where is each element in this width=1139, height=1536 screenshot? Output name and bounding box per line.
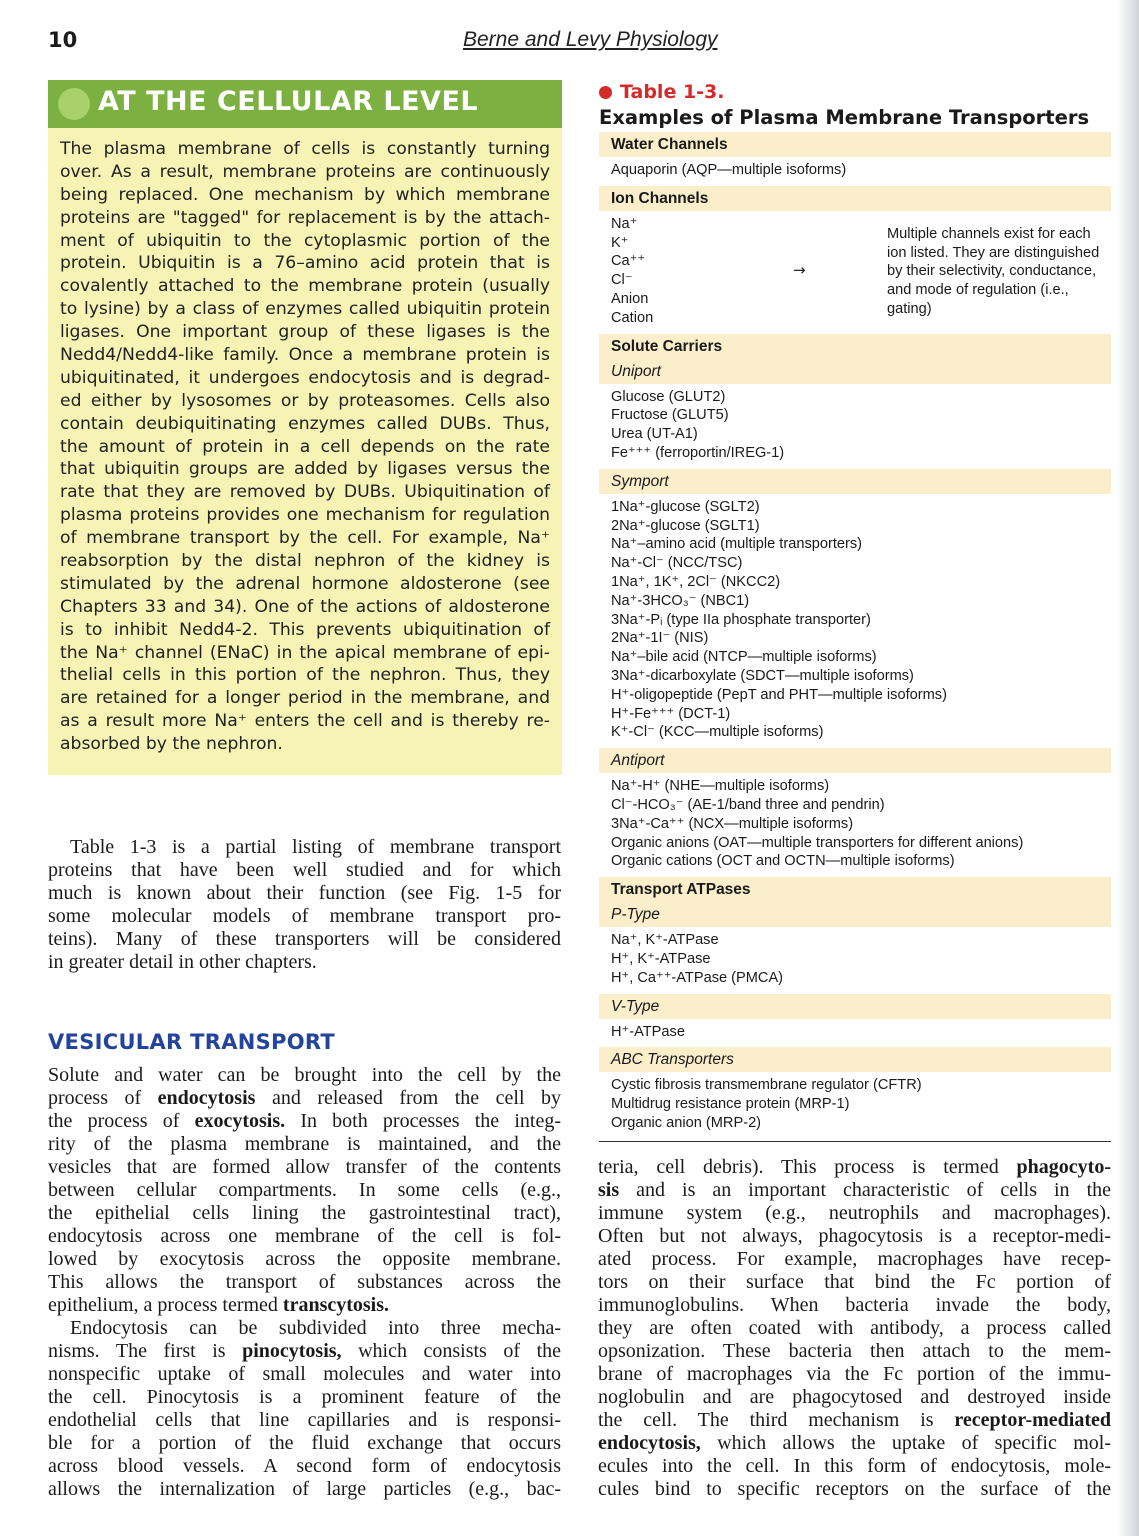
- text-line: being replaced. One mechanism by which membrane: [60, 184, 550, 205]
- text-line: tors on their surface that bind the Fc portion of: [598, 1271, 1111, 1293]
- text-line: they are often coated with antibody, a process called: [598, 1317, 1111, 1339]
- text-line: the Na⁺ channel (ENaC) in the apical membrane of epi-: [60, 642, 550, 663]
- page-edge-shadow: [1117, 0, 1139, 1536]
- text-line: allows the internalization of large particles (e.g., bac-: [48, 1478, 561, 1500]
- transporters-table: [599, 132, 1111, 1142]
- text-line: between cellular compartments. In some cells (e.g.,: [48, 1179, 561, 1201]
- term-endocytosis: endocytosis,: [598, 1432, 701, 1454]
- table-number: Table 1-3.: [599, 80, 1111, 104]
- text-line: ubiquitinated, it undergoes endocytosis and is degrad-: [60, 367, 550, 388]
- table-row: Anion: [611, 290, 649, 307]
- text-line: that ubiquitin groups are added by ligases versus the: [60, 459, 550, 480]
- table-row: H⁺, Ca⁺⁺-ATPase (PMCA): [611, 969, 784, 986]
- table-subsection-v-type: V-Type: [599, 994, 1111, 1019]
- cellular-level-title: AT THE CELLULAR LEVEL: [98, 86, 479, 117]
- text-line: ble for a portion of the fluid exchange that occurs: [48, 1432, 561, 1454]
- text-line: Chapters 33 and 34). One of the actions of aldosterone: [60, 596, 550, 617]
- term-receptor-mediated: receptor-mediated: [954, 1409, 1111, 1431]
- term-transcytosis: transcytosis.: [282, 1294, 390, 1316]
- table-intro-paragraph: [48, 836, 561, 974]
- text-line: as a result more Na⁺ enters the cell and is thereby re-: [60, 711, 550, 732]
- table-bottom-rule: [599, 1141, 1111, 1142]
- text-line: the cell. The third mechanism is receptor-mediated: [598, 1409, 1111, 1431]
- table-subsection-uniport: Uniport: [599, 359, 1111, 384]
- text-line: stimulated by the adrenal hormone aldosterone (see: [60, 573, 550, 594]
- table-row: H⁺-oligopeptide (PepT and PHT—multiple isoforms): [611, 686, 947, 703]
- text-line: across blood vessels. A second form of endocytosis: [48, 1455, 561, 1477]
- table-subsection-p-type: P-Type: [599, 902, 1111, 927]
- text-line: over. As a result, membrane proteins are continuously: [60, 161, 550, 182]
- text-line: Nedd4/Nedd4-like family. Once a membrane protein is: [60, 345, 550, 366]
- running-head: Berne and Levy Physiology: [463, 28, 718, 51]
- table-row: Na⁺-3HCO₃⁻ (NBC1): [611, 592, 750, 609]
- text-line: endothelial cells that line capillaries and is responsi-: [48, 1409, 561, 1431]
- table-rows: [599, 157, 1111, 186]
- text-line: Table 1-3 is a partial listing of membrane transport: [70, 836, 561, 858]
- table-row: Na⁺, K⁺-ATPase: [611, 932, 719, 949]
- text-line: This allows the transport of substances across the: [48, 1271, 561, 1293]
- text-line: ated process. For example, macrophages have recep-: [598, 1248, 1111, 1270]
- text-line: teria, cell debris). This process is termed phagocyto-: [598, 1156, 1111, 1178]
- table-row: Ca⁺⁺: [611, 253, 646, 270]
- ion-channels-note: Multiple channels exist for each ion listed. They are distinguished by their selectivity, conductance, and mode of regulation (i.e., gating): [887, 225, 1100, 317]
- table-row: Cl⁻-HCO₃⁻ (AE-1/band three and pendrin): [611, 796, 885, 813]
- term-phagocytosis: phagocyto-: [1016, 1156, 1111, 1178]
- table-row: Organic anions (OAT—multiple transporters for different anions): [611, 834, 1024, 851]
- table-header: [599, 80, 1111, 129]
- text-line: vesicles that are formed allow transfer of the contents: [48, 1156, 561, 1178]
- table-subsection-antiport: Antiport: [599, 748, 1111, 773]
- bullet-icon: [599, 86, 612, 99]
- section-heading-vesicular-transport: VESICULAR TRANSPORT: [48, 1030, 336, 1054]
- text-line: rate that they are removed by DUBs. Ubiquitination of: [60, 482, 550, 503]
- text-line: proteins are "tagged" for replacement is by the attach-: [60, 207, 550, 228]
- text-line: brane of macrophages via the Fc portion of the immu-: [598, 1363, 1111, 1385]
- table-title: Examples of Plasma Membrane Transporters: [599, 106, 1090, 129]
- text-line: teins). Many of these transporters will be considered: [48, 928, 561, 950]
- text-line: immune system (e.g., neutrophils and macrophages).: [598, 1202, 1111, 1224]
- text-line: plasma proteins provides one mechanism for regulation: [60, 505, 550, 526]
- text-line: cules bind to specific receptors on the surface of the: [598, 1478, 1111, 1500]
- vesicular-paragraph-3: [598, 1156, 1111, 1501]
- table-row: Cystic fibrosis transmembrane regulator (CFTR): [611, 1077, 922, 1094]
- text-line: covalently attached to the membrane protein (usually: [60, 276, 550, 297]
- term-exocytosis: exocytosis.: [194, 1110, 286, 1132]
- table-row: Multidrug resistance protein (MRP-1): [611, 1096, 850, 1113]
- table-section-water-channels: Water Channels: [599, 132, 1111, 157]
- table-row: 2Na⁺-glucose (SGLT1): [611, 517, 760, 534]
- table-row: Na⁺–bile acid (NTCP—multiple isoforms): [611, 649, 877, 666]
- text-line: protein. Ubiquitin is a 76–amino acid protein that is: [60, 253, 550, 274]
- table-row: Glucose (GLUT2): [611, 388, 726, 405]
- table-row: Fructose (GLUT5): [611, 407, 729, 424]
- text-line: proteins that have been well studied and for which: [48, 859, 561, 881]
- table-subsection-symport: Symport: [599, 469, 1111, 494]
- table-row: Cation: [611, 309, 654, 326]
- text-line: Often but not always, phagocytosis is a receptor-medi-: [598, 1225, 1111, 1247]
- text-line: the cell. Pinocytosis is a prominent feature of the: [48, 1386, 561, 1408]
- text-line: endocytosis, which allows the uptake of specific mol-: [598, 1432, 1111, 1454]
- text-line: lowed by exocytosis across the opposite membrane.: [48, 1248, 561, 1270]
- table-row: Organic anion (MRP-2): [611, 1114, 762, 1131]
- text-line: process of endocytosis and released from the cell by: [48, 1087, 561, 1109]
- table-row: H⁺, K⁺-ATPase: [611, 950, 711, 967]
- text-line: The plasma membrane of cells is constantly turning: [60, 139, 550, 159]
- term-pinocytosis: pinocytosis,: [242, 1340, 342, 1362]
- text-line: reabsorption by the distal nephron of the kidney is: [60, 551, 550, 572]
- text-line: ment of ubiquitin to the cytoplasmic portion of the: [60, 230, 550, 251]
- vesicular-paragraph-1: [48, 1064, 561, 1317]
- table-subsection-abc-transporters: ABC Transporters: [599, 1047, 1111, 1072]
- cellular-level-header: [48, 80, 562, 128]
- text-line: the process of exocytosis. In both processes the integ-: [48, 1110, 561, 1132]
- text-line: Endocytosis can be subdivided into three mecha-: [70, 1317, 561, 1339]
- table-row: Cl⁻: [611, 272, 633, 289]
- table-section-solute-carriers: Solute Carriers: [599, 334, 1111, 359]
- page-number: 10: [48, 28, 78, 52]
- circle-icon: [58, 88, 90, 120]
- table-rows: [599, 494, 1111, 748]
- table-row: Fe⁺⁺⁺ (ferroportin/IREG-1): [611, 444, 785, 461]
- arrow-right-icon: →: [793, 260, 806, 279]
- table-row: Na⁺-Cl⁻ (NCC/TSC): [611, 555, 743, 572]
- table-row: H⁺-Fe⁺⁺⁺ (DCT-1): [611, 705, 731, 722]
- table-row: K⁺-Cl⁻ (KCC—multiple isoforms): [611, 724, 824, 741]
- text-line: endocytosis across one membrane of the cell is fol-: [48, 1225, 561, 1247]
- text-line: sis and is an important characteristic of cells in the: [598, 1179, 1111, 1201]
- table-row: K⁺: [611, 234, 629, 251]
- table-row: Na⁺-H⁺ (NHE—multiple isoforms): [611, 778, 830, 795]
- table-section-ion-channels: Ion Channels: [599, 186, 1111, 211]
- text-line: contain deubiquitinating enzymes called DUBs. Thus,: [60, 413, 550, 434]
- text-line: nonspecific uptake of small molecules and water into: [48, 1363, 561, 1385]
- text-line: opsonization. These bacteria then attach to the mem-: [598, 1340, 1111, 1362]
- text-line: ligases. One important group of these ligases is the: [60, 322, 550, 343]
- table-row: 2Na⁺-1I⁻ (NIS): [611, 630, 709, 647]
- text-line: Solute and water can be brought into the cell by the: [48, 1064, 561, 1086]
- term-endocytosis: endocytosis: [157, 1087, 256, 1109]
- text-line: are retained for a longer period in the membrane, and: [60, 688, 550, 709]
- table-rows: [599, 1072, 1111, 1138]
- text-line: the epithelial cells lining the gastrointestinal tract),: [48, 1202, 561, 1224]
- text-line: the amount of protein in a cell depends on the rate: [60, 436, 550, 457]
- table-row: H⁺-ATPase: [611, 1023, 685, 1040]
- text-line: thelial cells in this portion of the nephron. Thus, they: [60, 665, 550, 686]
- text-line: is to inhibit Nedd4-2. This prevents ubiquitination of: [60, 619, 550, 640]
- table-row: 1Na⁺, 1K⁺, 2Cl⁻ (NKCC2): [611, 573, 781, 590]
- ion-channels-block: [599, 211, 1111, 334]
- cellular-level-box: [48, 80, 562, 775]
- cellular-level-body: [48, 128, 562, 756]
- table-rows: [599, 773, 1111, 877]
- text-line: some molecular models of membrane transport pro-: [48, 905, 561, 927]
- table-row: Organic cations (OCT and OCTN—multiple isoforms): [611, 853, 955, 870]
- table-row: 3Na⁺-Pᵢ (type IIa phosphate transporter): [611, 611, 871, 628]
- text-line: absorbed by the nephron.: [60, 734, 283, 755]
- text-line: noglobulin and are phagocytosed and destroyed inside: [598, 1386, 1111, 1408]
- table-section-transport-atpases: Transport ATPases: [599, 877, 1111, 902]
- text-line: in greater detail in other chapters.: [48, 951, 317, 973]
- text-line: ed either by lysosomes or by proteasomes. Cells also: [60, 390, 550, 411]
- text-line: ecules into the cell. In this form of endocytosis, mole-: [598, 1455, 1111, 1477]
- text-line: immunoglobulins. When bacteria invade the body,: [598, 1294, 1111, 1316]
- text-line: rity of the plasma membrane is maintained, and the: [48, 1133, 561, 1155]
- text-line: nisms. The first is pinocytosis, which consists of the: [48, 1340, 561, 1362]
- text-line: much is known about their function (see Fig. 1-5 for: [48, 882, 561, 904]
- table-row: 1Na⁺-glucose (SGLT2): [611, 498, 760, 515]
- vesicular-paragraph-2: [48, 1317, 561, 1501]
- table-row: 3Na⁺-Ca⁺⁺ (NCX—multiple isoforms): [611, 815, 854, 832]
- table-row: 3Na⁺-dicarboxylate (SDCT—multiple isoforms): [611, 667, 914, 684]
- text-line: to lysine) by a class of enzymes called ubiquitin protein: [60, 299, 550, 320]
- table-row: Aquaporin (AQP—multiple isoforms): [611, 162, 847, 178]
- text-line: epithelium, a process termed transcytosis.: [48, 1294, 390, 1316]
- text-line: of membrane transport by the cell. For example, Na⁺: [60, 528, 550, 549]
- table-row: Na⁺–amino acid (multiple transporters): [611, 536, 863, 553]
- table-rows: [599, 384, 1111, 469]
- table-rows: [599, 1019, 1111, 1048]
- table-row: Urea (UT-A1): [611, 426, 698, 443]
- table-rows: [599, 927, 1111, 993]
- table-row: Na⁺: [611, 215, 638, 232]
